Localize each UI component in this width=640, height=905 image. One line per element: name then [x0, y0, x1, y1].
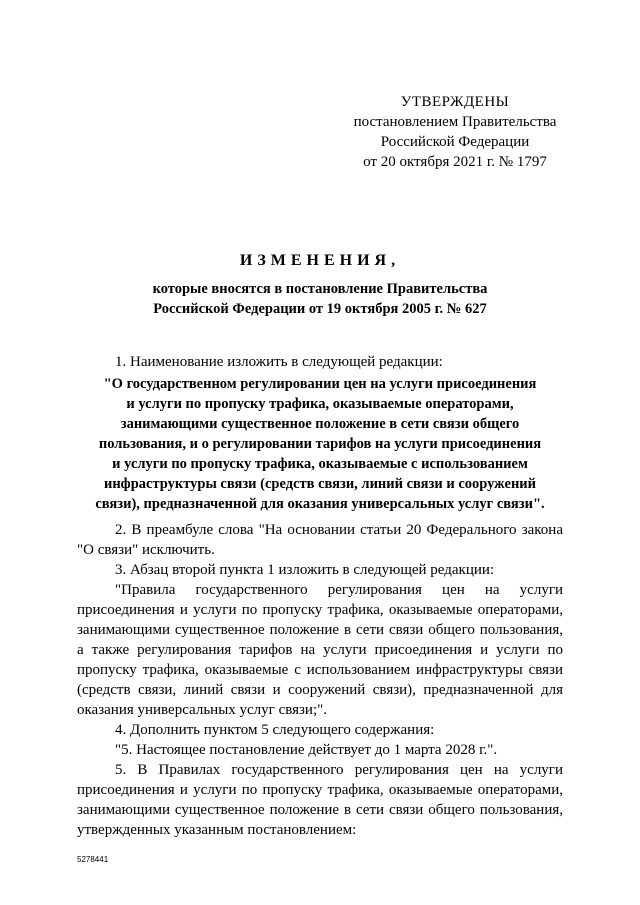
item-3: 3. Абзац второй пункта 1 изложить в следующей редакции: [115, 562, 495, 578]
item-1: 1. Наименование изложить в следующей редакции: [115, 354, 443, 370]
document-title: ИЗМЕНЕНИЯ, [239, 252, 401, 269]
subtitle-line-2: Российской Федерации от 19 октября 2005 г. № 627 [153, 301, 487, 317]
approval-heading: УТВЕРЖДЕНЫ [400, 94, 510, 110]
item-1-quote-line: "О государственном регулировании цен на услуги присоединения [103, 376, 537, 392]
item-1-quote-line: и услуги по пропуску трафика, оказываемые с использованием [112, 456, 528, 472]
approval-line-1: постановлением Правительства [353, 114, 557, 130]
item-1-quote-line: связи), предназначенной для оказания универсальных услуг связи". [95, 496, 545, 512]
approval-block [340, 92, 570, 172]
item-1-quote-line: занимающими существенное положение в сети связи общего [120, 416, 520, 432]
item-4-quote: "5. Настоящее постановление действует до 1 марта 2028 г.". [115, 742, 498, 758]
item-1-quote [77, 374, 563, 514]
item-4: 4. Дополнить пунктом 5 следующего содержания: [115, 722, 435, 738]
approval-line-2: Российской Федерации [380, 134, 530, 150]
footer-code: 5278441 [77, 855, 109, 864]
item-1-quote-line: инфраструктуры связи (средств связи, линий связи и сооружений [103, 476, 537, 492]
item-1-quote-line: пользования, и о регулировании тарифов на услуги присоединения [98, 436, 542, 452]
item-3-quote: "Правила государственного регулирования цен на услуги присоединения и услуги по пропуску трафика, оказываемые операторами, занимающими существенное положение в сети связи общего пользования, а также регулирования тарифов на услуги присоединения и услуги по пропуску трафика, оказываемые с использованием инфраструктуры связи (средств связи, линий связи и сооружений связи), предназначенной для оказания универсальных услуг связи;". [77, 582, 563, 718]
approval-line-3: от 20 октября 2021 г. № 1797 [363, 154, 547, 170]
subtitle-line-1: которые вносятся в постановление Правительства [152, 281, 488, 297]
document-body [77, 352, 563, 840]
document-subtitle [0, 279, 640, 319]
item-5: 5. В Правилах государственного регулирования цен на услуги присоединения и услуги по пропуску трафика, оказываемые операторами, занимающими существенное положение в сети связи общего пользования, утвержденных указанным постановлением: [77, 762, 563, 838]
item-1-quote-line: и услуги по пропуску трафика, оказываемые операторами, [126, 396, 514, 412]
item-2: 2. В преамбуле слова "На основании статьи 20 Федерального закона "О связи" исключить. [77, 522, 563, 558]
